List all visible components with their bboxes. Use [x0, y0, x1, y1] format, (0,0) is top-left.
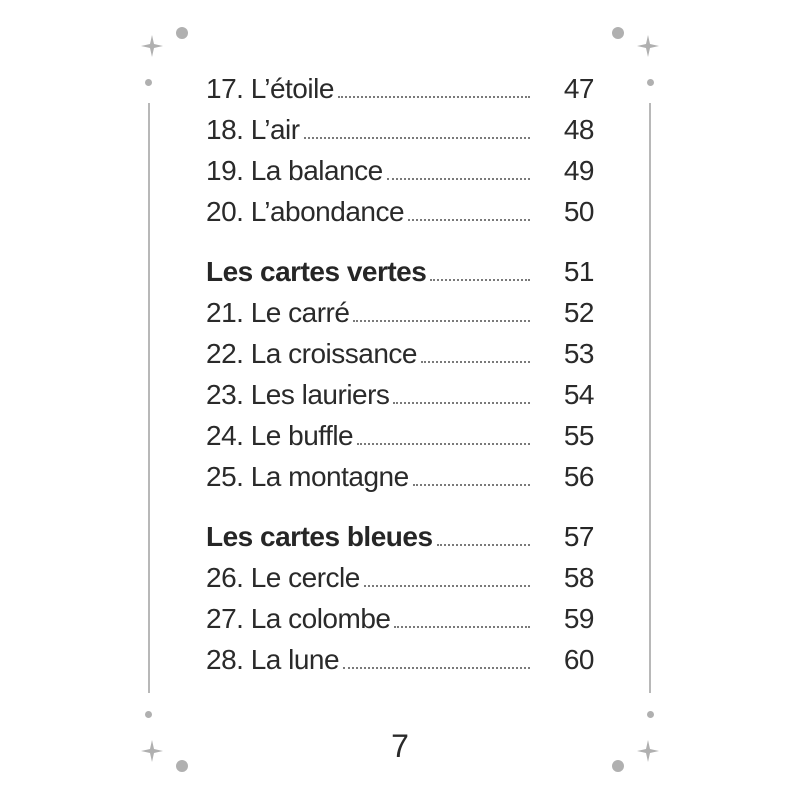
decor-dot	[647, 711, 654, 718]
toc-entry[interactable]	[206, 68, 594, 109]
toc-entry-page: 53	[563, 337, 594, 369]
decor-dot	[145, 79, 152, 86]
dot-leader	[357, 443, 530, 445]
toc-entry-page: 48	[563, 113, 594, 145]
toc-entry[interactable]	[206, 415, 594, 456]
toc-section-heading[interactable]	[206, 251, 594, 292]
toc-entry-title: 17. L’étoile	[206, 72, 334, 104]
toc-entry[interactable]	[206, 557, 594, 598]
toc-entry-page: 59	[563, 602, 594, 634]
toc-entry-title: 26. Le cercle	[206, 561, 360, 593]
toc-entry-page: 50	[563, 195, 594, 227]
dot-leader	[338, 96, 530, 98]
toc-entry[interactable]	[206, 333, 594, 374]
toc-entry-title: 22. La croissance	[206, 337, 417, 369]
dot-leader	[393, 402, 530, 404]
toc-section-title: Les cartes bleues	[206, 520, 433, 552]
toc-entry-title: 27. La colombe	[206, 602, 391, 634]
toc-entry[interactable]	[206, 292, 594, 333]
toc-entry-page: 49	[563, 154, 594, 186]
left-frame-line	[148, 103, 150, 693]
toc-entry-page: 60	[563, 643, 594, 675]
dot-leader	[408, 219, 530, 221]
toc-entry-page: 54	[563, 378, 594, 410]
decor-dot	[647, 79, 654, 86]
section-spacer	[206, 497, 594, 516]
toc-entry-title: 20. L’abondance	[206, 195, 405, 227]
toc-entry[interactable]	[206, 598, 594, 639]
toc-section-heading[interactable]	[206, 516, 594, 557]
toc-entry[interactable]	[206, 374, 594, 415]
dot-leader	[437, 544, 530, 546]
toc-entry[interactable]	[206, 191, 594, 232]
decor-dot	[612, 27, 624, 39]
table-of-contents	[206, 68, 594, 680]
toc-entry-title: 19. La balance	[206, 154, 383, 186]
toc-entry-title: 23. Les lauriers	[206, 378, 390, 410]
right-frame-line	[649, 103, 651, 693]
dot-leader	[343, 667, 530, 669]
toc-section-page: 51	[563, 255, 594, 287]
toc-entry[interactable]	[206, 109, 594, 150]
decor-dot	[176, 27, 188, 39]
dot-leader	[421, 361, 530, 363]
toc-entry[interactable]	[206, 456, 594, 497]
dot-leader	[353, 320, 530, 322]
toc-entry-title: 18. L’air	[206, 113, 300, 145]
decor-dot	[145, 711, 152, 718]
toc-entry-title: 24. Le buffle	[206, 419, 354, 451]
toc-entry-page: 47	[563, 72, 594, 104]
toc-entry-page: 52	[563, 296, 594, 328]
dot-leader	[394, 626, 530, 628]
toc-entry-title: 21. Le carré	[206, 296, 350, 328]
dot-leader	[430, 279, 530, 281]
dot-leader	[387, 178, 530, 180]
toc-entry-page: 55	[563, 419, 594, 451]
toc-entry-title: 25. La montagne	[206, 460, 409, 492]
sparkle-icon	[637, 35, 659, 57]
sparkle-icon	[141, 35, 163, 57]
toc-entry[interactable]	[206, 150, 594, 191]
toc-section-title: Les cartes vertes	[206, 255, 427, 287]
page-number: 7	[391, 728, 409, 764]
toc-entry-page: 56	[563, 460, 594, 492]
dot-leader	[304, 137, 530, 139]
dot-leader	[413, 484, 530, 486]
toc-section-page: 57	[563, 520, 594, 552]
section-spacer	[206, 232, 594, 251]
dot-leader	[364, 585, 530, 587]
toc-entry-page: 58	[563, 561, 594, 593]
toc-entry[interactable]	[206, 639, 594, 680]
toc-entry-title: 28. La lune	[206, 643, 340, 675]
